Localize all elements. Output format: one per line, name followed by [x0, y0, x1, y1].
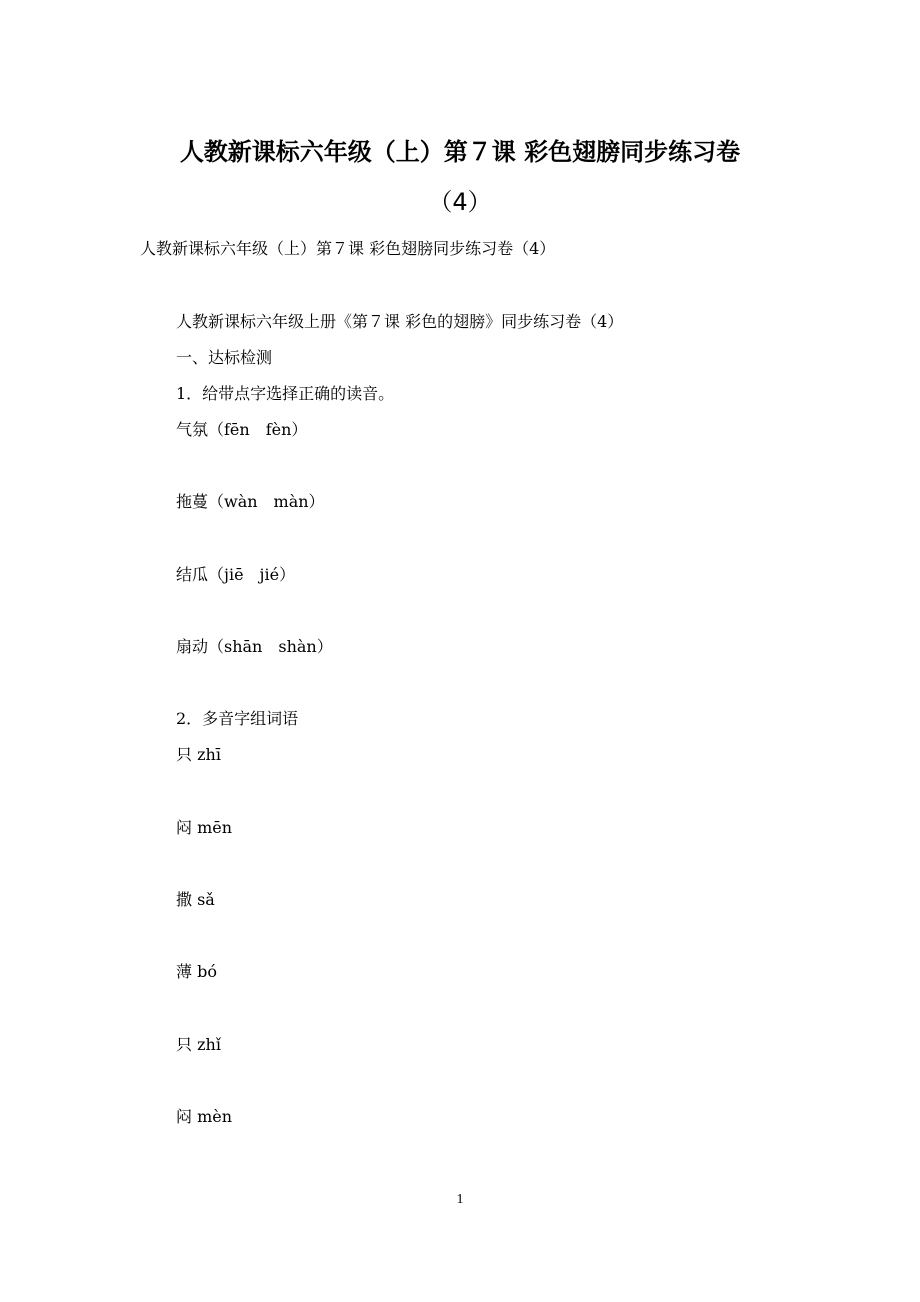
document-title: 人教新课标六年级（上）第７课 彩色翅膀同步练习卷	[179, 138, 741, 166]
question-1-item: 结瓜（jiē jié）	[176, 565, 296, 584]
question-2-item: 薄 bó	[176, 962, 217, 981]
question-2-item: 只 zhī	[176, 745, 221, 764]
question-2-item: 闷 mēn	[176, 818, 233, 837]
question-2-item: 闷 mèn	[176, 1107, 233, 1126]
document-subtitle: 人教新课标六年级（上）第７课 彩色翅膀同步练习卷（4）	[140, 239, 556, 258]
question-1-prompt: 1．给带点字选择正确的读音。	[176, 384, 395, 403]
page-number: 1	[456, 1192, 464, 1207]
document-title-number: （4）	[428, 188, 492, 216]
question-1-item: 拖蔓（wàn màn）	[176, 492, 325, 511]
question-2-item: 撒 sǎ	[176, 890, 215, 909]
question-1-item: 扇动（shān shàn）	[176, 637, 333, 656]
section-heading: 一、达标检测	[176, 348, 273, 367]
question-2-item: 只 zhǐ	[176, 1035, 221, 1054]
question-2-prompt: 2．多音字组词语	[176, 709, 299, 728]
exercise-heading: 人教新课标六年级上册《第７课 彩色的翅膀》同步练习卷（4）	[176, 312, 624, 331]
question-1-item: 气氛（fēn fèn）	[176, 420, 308, 439]
